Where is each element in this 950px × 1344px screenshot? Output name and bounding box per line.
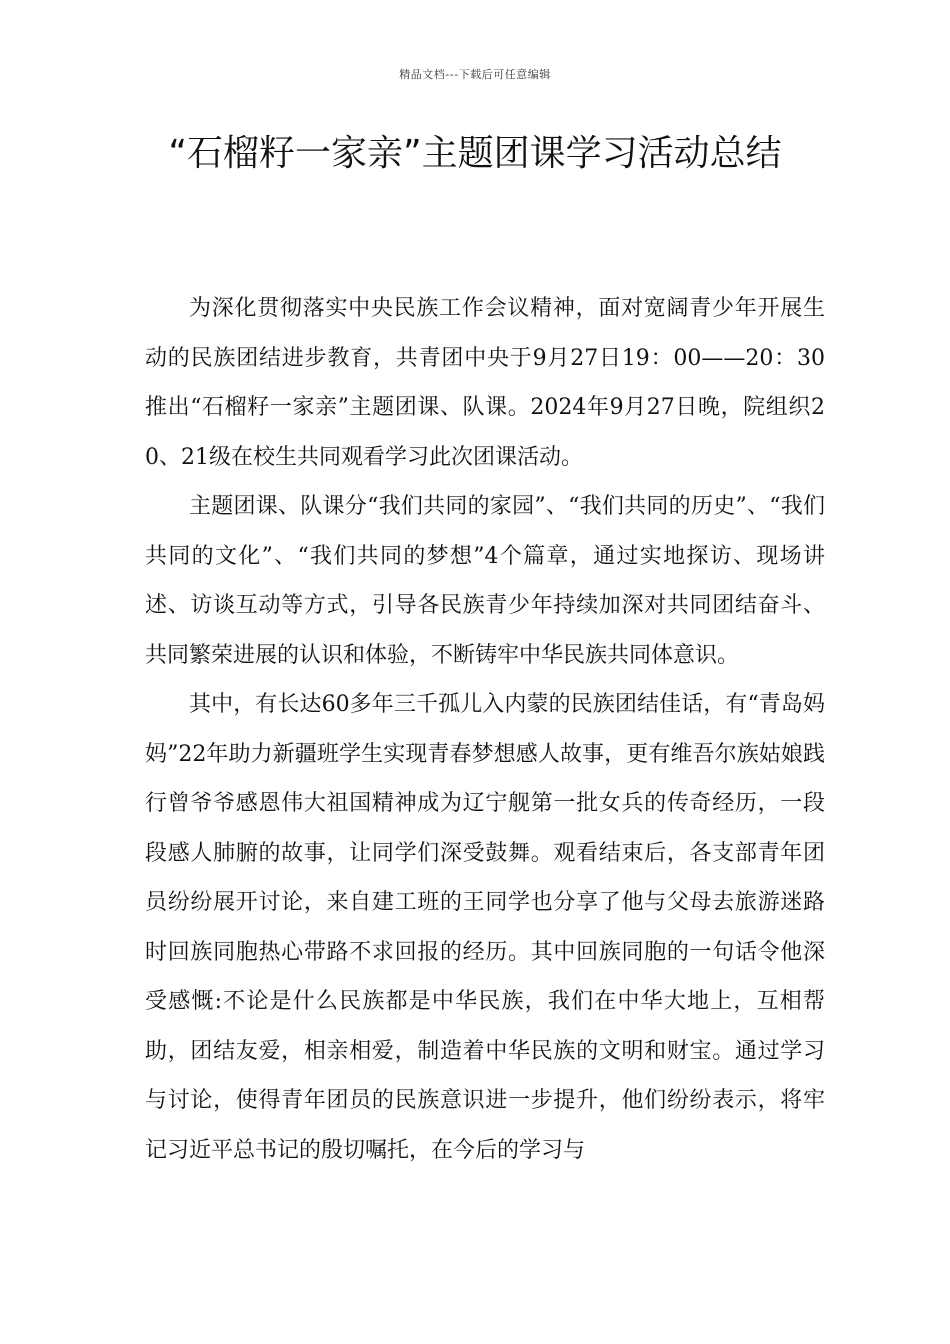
document-body	[145, 284, 825, 1175]
document-title: “石榴籽一家亲”主题团课学习活动总结	[168, 133, 782, 174]
paragraph-1: 为深化贯彻落实中央民族工作会议精神，面对宽阔青少年开展生动的民族团结进步教育，共青团中央于9月27日19：00——20：30推出“石榴籽一家亲”主题团课、队课。2024年9月27日晚，院组织20、21级在校生共同观看学习此次团课活动。	[145, 296, 825, 470]
header-note: 精品文档---下载后可任意编辑	[399, 68, 551, 81]
paragraph-2: 主题团课、队课分“我们共同的家园”、“我们共同的历史”、“我们共同的文化”、“我们共同的梦想”4个篇章，通过实地探访、现场讲述、访谈互动等方式，引导各民族青少年持续加深对共同团结奋斗、共同繁荣进展的认识和体验，不断铸牢中华民族共同体意识。	[145, 494, 825, 668]
paragraph-3: 其中，有长达60多年三千孤儿入内蒙的民族团结佳话，有“青岛妈妈”22年助力新疆班学生实现青春梦想感人故事，更有维吾尔族姑娘践行曾爷爷感恩伟大祖国精神成为辽宁舰第一批女兵的传奇经历，一段段感人肺腑的故事，让同学们深受鼓舞。观看结束后，各支部青年团员纷纷展开讨论，来自建工班的王同学也分享了他与父母去旅游迷路时回族同胞热心带路不求回报的经历。其中回族同胞的一句话令他深受感慨:不论是什么民族都是中华民族，我们在中华大地上，互相帮助，团结友爱，相亲相爱，制造着中华民族的文明和财宝。通过学习与讨论，使得青年团员的民族意识进一步提升，他们纷纷表示，将牢记习近平总书记的殷切嘱托，在今后的学习与	[145, 692, 825, 1163]
